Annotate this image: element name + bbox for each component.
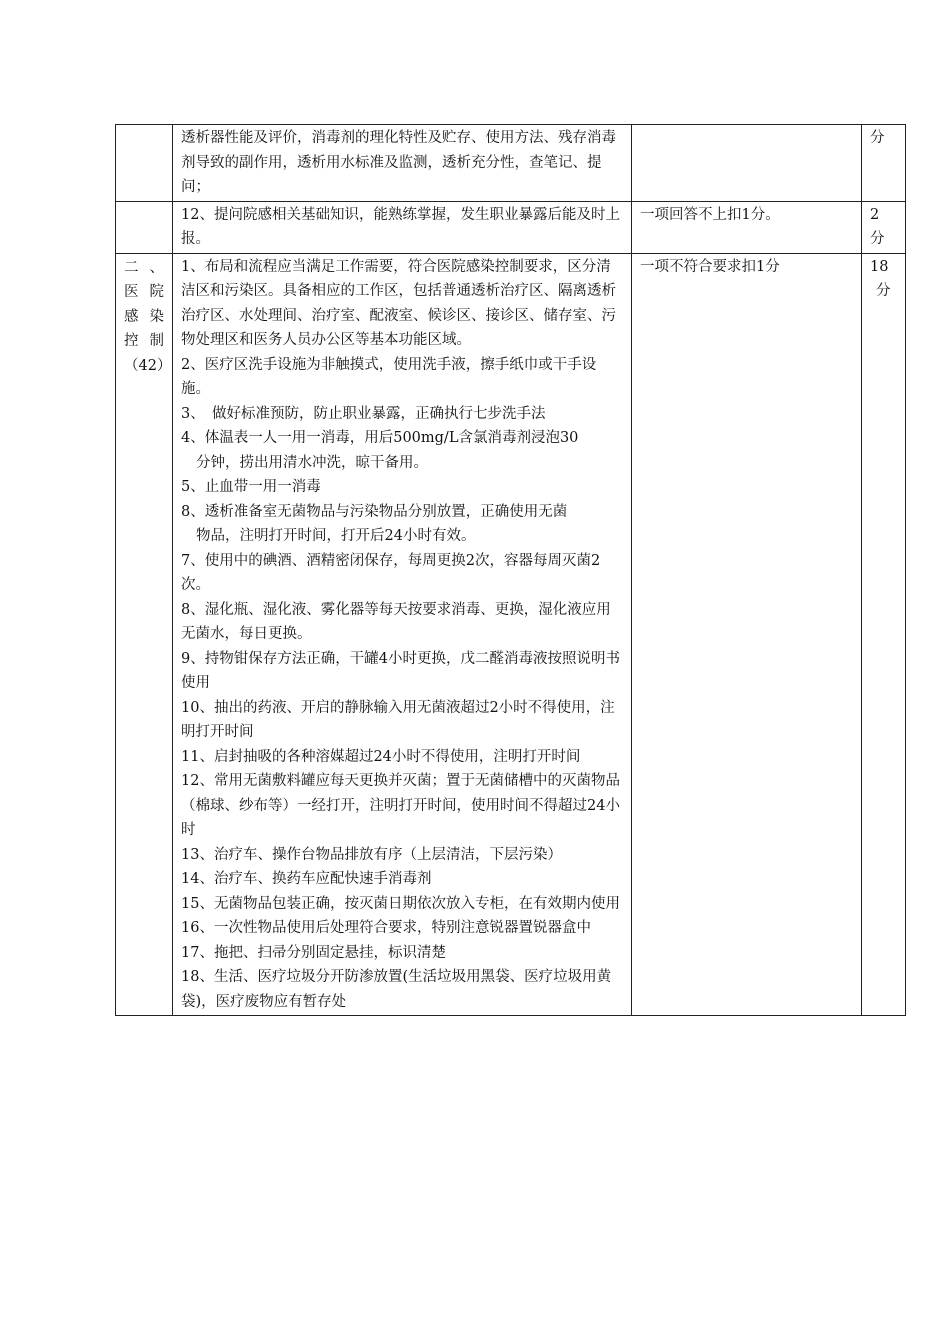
score-value: 18	[870, 258, 889, 275]
list-item: 4、体温表一人一用一消毒，用后500mg/L含氯消毒剂浸泡30	[181, 430, 579, 446]
score-unit: 分	[870, 130, 885, 146]
category-cell	[116, 125, 173, 202]
list-item: 14、治疗车、换药车应配快速手消毒剂	[181, 871, 432, 887]
list-item: 11、启封抽吸的各种溶媒超过24小时不得使用，注明打开时间	[181, 748, 581, 765]
list-item: 10、抽出的药液、开启的静脉输入用无菌液超过2小时不得使用，注明打开时间	[181, 699, 615, 740]
list-item: 15、无菌物品包装正确，按灭菌日期依次放入专柜，在有效期内使用	[181, 895, 620, 912]
table-row	[116, 125, 906, 202]
list-item: 16、一次性物品使用后处理符合要求，特别注意锐器置锐器盒中	[181, 920, 591, 936]
score-unit: 分	[870, 231, 885, 247]
score-cell	[862, 201, 906, 253]
list-item: 18、生活、医疗垃圾分开防渗放置(生活垃圾用黑袋、医疗垃圾用黄袋)，医疗废物应有暂存处	[181, 969, 612, 1010]
score-cell	[862, 125, 906, 202]
category-cell	[116, 253, 173, 1016]
category-line: （42）	[124, 357, 172, 374]
table-row	[116, 201, 906, 253]
content-cell	[173, 253, 632, 1016]
list-item: 13、治疗车、操作台物品排放有序（上层清洁，下层污染）	[181, 846, 562, 863]
content-cell	[173, 125, 632, 202]
deduction-cell	[632, 125, 862, 202]
list-item: 7、使用中的碘酒、酒精密闭保存，每周更换2次，容器每周灭菌2次。	[181, 552, 601, 593]
table-row	[116, 253, 906, 1016]
category-line: 控制	[124, 333, 164, 349]
list-item: 2、医疗区洗手设施为非触摸式，使用洗手液，擦手纸巾或干手设施。	[181, 356, 597, 397]
list-item: 9、持物钳保存方法正确，干罐4小时更换，戊二醛消毒液按照说明书使用	[181, 650, 620, 691]
deduction-text: 一项不符合要求扣1分	[640, 258, 780, 275]
deduction-cell	[632, 253, 862, 1016]
list-item: 5、止血带一用一消毒	[181, 479, 321, 495]
list-item: 8、湿化瓶、湿化液、雾化器等每天按要求消毒、更换，湿化液应用无菌水，每日更换。	[181, 601, 611, 642]
evaluation-table	[115, 124, 906, 1016]
category-line: 感染	[124, 308, 164, 325]
content-cell	[173, 201, 632, 253]
category-cell	[116, 201, 173, 253]
item-text: 12、提问院感相关基础知识，能熟练掌握，发生职业暴露后能及时上报。	[181, 206, 620, 247]
item-text: 透析器性能及评价，消毒剂的理化特性及贮存、使用方法、残存消毒剂导致的副作用，透析用水标准及监测，透析充分性，查笔记、提问；	[181, 130, 616, 195]
list-item: 8、透析准备室无菌物品与污染物品分别放置，正确使用无菌	[181, 503, 568, 520]
list-item: 物品，注明打开时间，打开后24小时有效。	[196, 528, 476, 544]
category-line: 医院	[124, 284, 164, 300]
category-line: 二、	[124, 259, 164, 276]
deduction-cell	[632, 201, 862, 253]
score-value: 2	[870, 206, 880, 223]
list-item: 分钟，捞出用清水冲洗，晾干备用。	[196, 454, 428, 471]
deduction-text: 一项回答不上扣1分。	[640, 206, 780, 223]
list-item: 12、常用无菌敷料罐应每天更换并灭菌；置于无菌储槽中的灭菌物品（棉球、纱布等）一经打开，注明打开时间，使用时间不得超过24小时	[181, 773, 620, 838]
list-item: 17、拖把、扫帚分别固定悬挂，标识清楚	[181, 944, 446, 961]
score-cell	[862, 253, 906, 1016]
list-item: 3、 做好标准预防，防止职业暴露，正确执行七步洗手法	[181, 405, 546, 422]
list-item: 1、布局和流程应当满足工作需要，符合医院感染控制要求，区分清洁区和污染区。具备相应的工作区，包括普通透析治疗区、隔离透析治疗区、水处理间、治疗室、配液室、候诊区、接诊区、储存室、污物处理区和医务人员办公区等基本功能区域。	[181, 258, 616, 348]
score-unit: 分	[876, 283, 891, 299]
